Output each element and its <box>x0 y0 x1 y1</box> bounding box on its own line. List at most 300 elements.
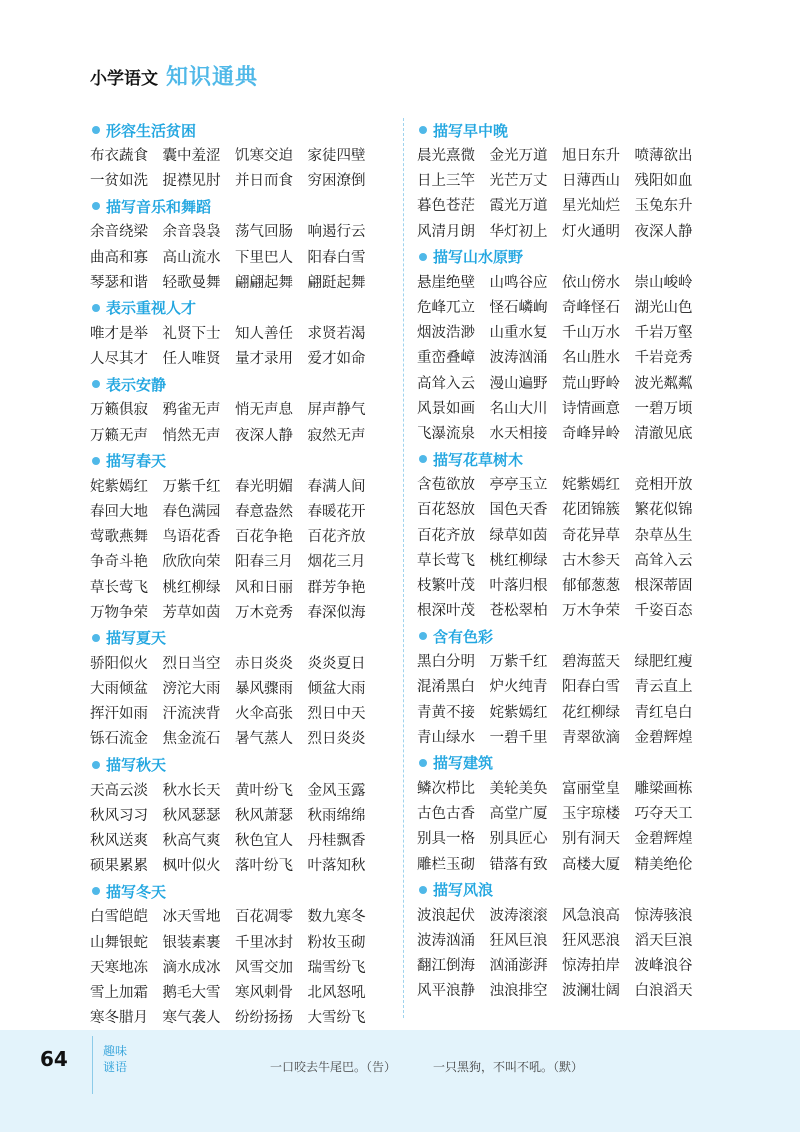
idiom-row <box>90 777 390 802</box>
idiom-row <box>417 420 717 445</box>
idiom-row <box>417 977 717 1002</box>
idiom: 春色满园 <box>162 503 221 520</box>
section-title: 含有色彩 <box>433 627 494 646</box>
idiom: 秋风习习 <box>90 807 148 824</box>
idiom: 汹涌澎湃 <box>489 958 548 975</box>
idiom: 百花齐放 <box>307 529 366 546</box>
idiom-row <box>417 496 717 521</box>
idiom: 秋风送爽 <box>90 833 148 850</box>
idiom: 天寒地冻 <box>90 959 148 976</box>
idiom: 波涛汹涌 <box>417 932 475 949</box>
idiom: 纷纷扬扬 <box>235 1010 293 1027</box>
idiom-row <box>90 345 390 370</box>
idiom: 阳春三月 <box>235 554 293 571</box>
riddle-tag-line1: 趣味 <box>103 1044 128 1058</box>
idiom: 根深叶茂 <box>417 603 475 620</box>
idiom: 别具一格 <box>417 831 475 848</box>
idiom: 阳春白雪 <box>307 249 366 266</box>
idiom: 华灯初上 <box>489 223 548 240</box>
idiom-row <box>90 700 390 725</box>
idiom: 欣欣向荣 <box>162 554 221 571</box>
idiom: 青翠欲滴 <box>562 729 620 746</box>
idiom-row <box>90 396 390 421</box>
idiom: 古色古香 <box>417 806 475 823</box>
idiom: 焦金流石 <box>162 731 221 748</box>
idiom: 响遏行云 <box>307 224 366 241</box>
idiom: 秋风萧瑟 <box>235 807 293 824</box>
idiom: 山重水复 <box>489 325 548 342</box>
idiom: 滴水成冰 <box>162 959 221 976</box>
idiom: 飞瀑流泉 <box>417 425 475 442</box>
idiom: 波浪起伏 <box>417 907 475 924</box>
idiom-row <box>417 775 717 800</box>
bullet-dot-icon <box>419 759 427 767</box>
idiom: 波澜壮阔 <box>562 983 620 1000</box>
idiom: 数九寒冬 <box>307 909 366 926</box>
bullet-dot-icon <box>92 380 100 388</box>
idiom: 烈日炎炎 <box>307 731 366 748</box>
idiom: 精美绝伦 <box>634 856 693 873</box>
idiom: 荡气回肠 <box>235 224 293 241</box>
idiom: 银装素裹 <box>162 934 221 951</box>
idiom: 寂然无声 <box>307 427 366 444</box>
idiom: 人尽其才 <box>90 351 148 368</box>
idiom: 青云直上 <box>634 679 693 696</box>
idiom-row <box>417 952 717 977</box>
bullet-dot-icon <box>92 761 100 769</box>
subject-label: 小学语文 <box>90 69 158 89</box>
idiom: 奇峰怪石 <box>562 300 620 317</box>
idiom-row <box>417 370 717 395</box>
idiom: 春意盎然 <box>235 503 293 520</box>
idiom: 星光灿烂 <box>562 198 620 215</box>
section-title: 表示重视人才 <box>106 299 197 318</box>
idiom: 千山万水 <box>562 325 620 342</box>
idiom: 叶落归根 <box>489 577 548 594</box>
idiom: 高山流水 <box>162 249 221 266</box>
idiom: 寒风刺骨 <box>235 984 293 1001</box>
idiom-row <box>417 269 717 294</box>
idiom: 余音绕梁 <box>90 224 148 241</box>
idiom: 一碧万顷 <box>634 400 693 417</box>
idiom: 灯火通明 <box>562 223 620 240</box>
idiom: 炎炎夏日 <box>307 655 366 672</box>
idiom: 根深蒂固 <box>634 577 693 594</box>
idiom: 春深似海 <box>307 604 366 621</box>
idiom: 穷困潦倒 <box>307 173 366 190</box>
idiom: 夜深人静 <box>235 427 293 444</box>
idiom-row <box>90 979 390 1004</box>
idiom: 倾盆大雨 <box>307 681 366 698</box>
idiom: 别具匠心 <box>489 831 548 848</box>
idiom: 湖光山色 <box>634 300 693 317</box>
idiom: 绿肥红瘦 <box>634 654 693 671</box>
idiom-row <box>417 825 717 850</box>
book-title: 知识通典 <box>166 65 259 90</box>
idiom: 绿草如茵 <box>489 527 548 544</box>
idiom: 轻歌曼舞 <box>162 274 221 291</box>
idiom: 雕栏玉砌 <box>417 856 475 873</box>
idiom-row <box>90 954 390 979</box>
section-title: 描写风浪 <box>433 881 494 900</box>
idiom: 争奇斗艳 <box>90 554 148 571</box>
idiom: 爱才如命 <box>307 351 366 368</box>
idiom: 百花怒放 <box>417 502 475 519</box>
idiom: 烟波浩渺 <box>417 325 475 342</box>
idiom: 玉兔东升 <box>634 198 693 215</box>
section-heading <box>417 447 717 471</box>
idiom: 百花齐放 <box>417 527 475 544</box>
idiom-row <box>417 294 717 319</box>
idiom: 北风怒吼 <box>307 984 366 1001</box>
idiom: 雪上加霜 <box>90 984 148 1001</box>
idiom: 烟花三月 <box>307 554 366 571</box>
idiom: 高耸入云 <box>417 375 475 392</box>
idiom: 花团锦簇 <box>562 502 620 519</box>
idiom: 寒冬腊月 <box>90 1010 148 1027</box>
idiom-section <box>90 449 390 624</box>
section-title: 描写早中晚 <box>433 121 509 140</box>
idiom: 清澈见底 <box>634 425 693 442</box>
idiom: 巧夺天工 <box>634 806 693 823</box>
idiom: 名山大川 <box>489 400 548 417</box>
bullet-dot-icon <box>92 887 100 895</box>
idiom: 千岩万壑 <box>634 325 693 342</box>
idiom: 霞光万道 <box>489 198 548 215</box>
idiom: 雕梁画栋 <box>634 781 693 798</box>
idiom: 千岩竞秀 <box>634 350 693 367</box>
idiom: 千姿百态 <box>634 603 693 620</box>
idiom: 晨光熹微 <box>417 148 475 165</box>
section-heading <box>417 751 717 775</box>
idiom: 阳春白雪 <box>562 679 620 696</box>
idiom-row <box>417 395 717 420</box>
idiom: 漫山遍野 <box>489 375 548 392</box>
idiom: 金光万道 <box>489 148 548 165</box>
section-heading <box>90 296 390 320</box>
idiom: 汗流浃背 <box>162 706 221 723</box>
idiom: 金风玉露 <box>307 782 366 799</box>
idiom: 并日而食 <box>235 173 293 190</box>
idiom: 万物争荣 <box>90 604 148 621</box>
idiom: 杂草丛生 <box>634 527 693 544</box>
idiom: 山鸣谷应 <box>489 274 548 291</box>
idiom: 奇花异草 <box>562 527 620 544</box>
idiom-row <box>417 142 717 167</box>
idiom: 桃红柳绿 <box>162 579 221 596</box>
idiom-row <box>90 1004 390 1029</box>
idiom: 惊涛骇浪 <box>634 907 693 924</box>
idiom: 万木争荣 <box>562 603 620 620</box>
idiom: 金碧辉煌 <box>634 831 693 848</box>
idiom: 春暖花开 <box>307 503 366 520</box>
idiom: 万木竞秀 <box>235 604 293 621</box>
idiom: 悬崖绝壁 <box>417 274 475 291</box>
idiom-row <box>90 244 390 269</box>
idiom: 炉火纯青 <box>489 679 548 696</box>
idiom: 郁郁葱葱 <box>562 577 620 594</box>
idiom: 残阳如血 <box>634 173 693 190</box>
bullet-dot-icon <box>419 886 427 894</box>
idiom: 花红柳绿 <box>562 704 620 721</box>
idiom: 烈日当空 <box>162 655 221 672</box>
idiom: 余音袅袅 <box>162 224 221 241</box>
idiom-row <box>90 573 390 598</box>
idiom-row <box>90 523 390 548</box>
idiom: 群芳争艳 <box>307 579 366 596</box>
section-heading <box>417 624 717 648</box>
idiom-row <box>417 547 717 572</box>
idiom: 万紫千红 <box>489 654 548 671</box>
idiom-row <box>417 724 717 749</box>
idiom: 万籁无声 <box>90 427 148 444</box>
idiom: 悄无声息 <box>235 402 293 419</box>
idiom-row <box>90 903 390 928</box>
section-heading <box>417 118 717 142</box>
idiom-row <box>90 725 390 750</box>
idiom: 白雪皑皑 <box>90 909 148 926</box>
idiom-row <box>90 167 390 192</box>
idiom: 黑白分明 <box>417 654 475 671</box>
idiom: 日薄西山 <box>562 173 620 190</box>
idiom: 落叶纷飞 <box>235 858 293 875</box>
idiom: 一贫如洗 <box>90 173 148 190</box>
idiom-row <box>90 650 390 675</box>
riddle-1: 一口咬去牛尾巴。（告） <box>270 1060 397 1074</box>
idiom-section <box>417 118 717 243</box>
idiom: 碧海蓝天 <box>562 654 620 671</box>
riddle-tag-line2: 谜语 <box>103 1060 128 1074</box>
idiom: 叶落知秋 <box>307 858 366 875</box>
bullet-dot-icon <box>92 126 100 134</box>
idiom: 一碧千里 <box>489 729 548 746</box>
idiom: 波光粼粼 <box>634 375 693 392</box>
idiom: 崇山峻岭 <box>634 274 693 291</box>
idiom: 混淆黑白 <box>417 679 475 696</box>
idiom: 枝繁叶茂 <box>417 577 475 594</box>
idiom: 家徒四壁 <box>307 148 366 165</box>
idiom: 大雪纷飞 <box>307 1010 366 1027</box>
idiom-row <box>90 498 390 523</box>
idiom-section <box>90 372 390 446</box>
bullet-dot-icon <box>419 253 427 261</box>
idiom: 鸟语花香 <box>162 529 221 546</box>
idiom-row <box>417 927 717 952</box>
idiom: 桃红柳绿 <box>489 552 548 569</box>
idiom: 狂风巨浪 <box>489 932 548 949</box>
idiom: 姹紫嫣红 <box>90 478 148 495</box>
idiom-section <box>90 118 390 192</box>
idiom: 暴风骤雨 <box>235 681 293 698</box>
idiom: 光芒万丈 <box>489 173 548 190</box>
idiom: 日上三竿 <box>417 173 475 190</box>
idiom: 挥汗如雨 <box>90 706 148 723</box>
idiom-section <box>417 751 717 876</box>
idiom-row <box>417 471 717 496</box>
idiom-row <box>417 192 717 217</box>
idiom: 繁花似锦 <box>634 502 693 519</box>
idiom: 烈日中天 <box>307 706 366 723</box>
idiom: 囊中羞涩 <box>162 148 221 165</box>
idiom: 千里冰封 <box>235 934 293 951</box>
idiom-row <box>417 597 717 622</box>
section-title: 描写山水原野 <box>433 248 524 267</box>
idiom: 古木参天 <box>562 552 620 569</box>
idiom-section <box>90 879 390 1029</box>
idiom: 春光明媚 <box>235 478 293 495</box>
footer-divider <box>92 1036 93 1094</box>
idiom: 求贤若渴 <box>307 326 366 343</box>
idiom: 波涛汹涌 <box>489 350 548 367</box>
idiom: 草长莺飞 <box>90 579 148 596</box>
idiom: 秋水长天 <box>162 782 221 799</box>
idiom: 粉妆玉砌 <box>307 934 366 951</box>
idiom: 姹紫嫣红 <box>562 477 620 494</box>
section-title: 描写春天 <box>106 452 167 471</box>
idiom: 山舞银蛇 <box>90 934 148 951</box>
idiom: 高耸入云 <box>634 552 693 569</box>
idiom-row <box>90 675 390 700</box>
idiom: 美轮美奂 <box>489 781 548 798</box>
idiom: 风清月朗 <box>417 223 475 240</box>
section-title: 描写音乐和舞蹈 <box>106 197 212 216</box>
idiom: 高楼大厦 <box>562 856 620 873</box>
idiom: 悄然无声 <box>162 427 221 444</box>
idiom: 依山傍水 <box>562 274 620 291</box>
idiom: 天高云淡 <box>90 782 148 799</box>
idiom: 冰天雪地 <box>162 909 221 926</box>
idiom: 风平浪静 <box>417 983 475 1000</box>
idiom-section <box>90 194 390 294</box>
idiom-row <box>417 167 717 192</box>
idiom: 火伞高张 <box>235 706 293 723</box>
idiom: 骄阳似火 <box>90 655 148 672</box>
idiom: 喷薄欲出 <box>634 148 693 165</box>
idiom-row <box>90 269 390 294</box>
section-title: 表示安静 <box>106 375 167 394</box>
idiom: 草长莺飞 <box>417 552 475 569</box>
idiom-row <box>90 142 390 167</box>
idiom: 唯才是举 <box>90 326 148 343</box>
section-heading <box>90 753 390 777</box>
idiom: 铄石流金 <box>90 731 148 748</box>
riddle-tag <box>103 1043 133 1075</box>
idiom-row <box>417 218 717 243</box>
idiom: 玉宇琼楼 <box>562 806 620 823</box>
idiom: 荒山野岭 <box>562 375 620 392</box>
idiom: 富丽堂皇 <box>562 781 620 798</box>
idiom-row <box>90 852 390 877</box>
idiom-section <box>417 624 717 749</box>
idiom: 寒气袭人 <box>162 1010 221 1027</box>
section-title: 描写夏天 <box>106 629 167 648</box>
bullet-dot-icon <box>419 126 427 134</box>
idiom-row <box>417 800 717 825</box>
bullet-dot-icon <box>92 457 100 465</box>
idiom: 鳞次栉比 <box>417 781 475 798</box>
idiom: 任人唯贤 <box>162 351 221 368</box>
section-title: 描写冬天 <box>106 882 167 901</box>
idiom-section <box>417 878 717 1003</box>
idiom-row <box>417 851 717 876</box>
idiom: 金碧辉煌 <box>634 729 693 746</box>
idiom: 奇峰异岭 <box>562 425 620 442</box>
idiom: 万紫千红 <box>162 478 221 495</box>
idiom: 滂沱大雨 <box>162 681 221 698</box>
idiom-section <box>417 447 717 622</box>
idiom: 波涛滚滚 <box>489 907 548 924</box>
idiom: 枫叶似火 <box>162 858 221 875</box>
section-heading <box>90 449 390 473</box>
idiom: 春满人间 <box>307 478 366 495</box>
idiom-row <box>90 827 390 852</box>
idiom: 白浪滔天 <box>634 983 693 1000</box>
idiom: 风雪交加 <box>235 959 293 976</box>
section-heading <box>417 245 717 269</box>
idiom: 水天相接 <box>489 425 548 442</box>
bullet-dot-icon <box>419 632 427 640</box>
riddle-2: 一只黑狗，不叫不吼。（默） <box>433 1060 584 1074</box>
idiom-section <box>90 753 390 878</box>
page-number: 64 <box>40 1047 68 1071</box>
idiom: 翩跹起舞 <box>307 274 366 291</box>
idiom: 芳草如茵 <box>162 604 221 621</box>
idiom: 百花凋零 <box>235 909 293 926</box>
section-title: 描写秋天 <box>106 756 167 775</box>
idiom: 名山胜水 <box>562 350 620 367</box>
idiom: 危峰兀立 <box>417 300 475 317</box>
idiom: 鸦雀无声 <box>162 402 221 419</box>
idiom: 捉襟见肘 <box>162 173 221 190</box>
idiom: 曲高和寡 <box>90 249 148 266</box>
idiom: 硕果累累 <box>90 858 148 875</box>
right-column <box>417 116 717 1002</box>
idiom: 青黄不接 <box>417 704 475 721</box>
section-heading <box>90 118 390 142</box>
idiom: 旭日东升 <box>562 148 620 165</box>
idiom: 秋色宜人 <box>235 833 293 850</box>
idiom: 屏声静气 <box>307 402 366 419</box>
idiom-row <box>90 599 390 624</box>
section-title: 形容生活贫困 <box>106 121 197 140</box>
idiom: 布衣蔬食 <box>90 148 148 165</box>
idiom-row <box>417 344 717 369</box>
idiom: 丹桂飘香 <box>307 833 366 850</box>
idiom-section <box>90 296 390 370</box>
idiom-row <box>417 572 717 597</box>
bullet-dot-icon <box>92 304 100 312</box>
idiom-row <box>90 218 390 243</box>
idiom: 惊涛拍岸 <box>562 958 620 975</box>
idiom: 青山绿水 <box>417 729 475 746</box>
idiom: 万籁俱寂 <box>90 402 148 419</box>
idiom: 下里巴人 <box>235 249 293 266</box>
section-heading <box>90 879 390 903</box>
idiom: 琴瑟和谐 <box>90 274 148 291</box>
idiom-row <box>90 422 390 447</box>
idiom: 重峦叠嶂 <box>417 350 475 367</box>
idiom: 高堂广厦 <box>489 806 548 823</box>
idiom: 错落有致 <box>489 856 548 873</box>
idiom: 量才录用 <box>235 351 293 368</box>
idiom-row <box>417 521 717 546</box>
bullet-dot-icon <box>419 455 427 463</box>
section-heading <box>90 626 390 650</box>
idiom: 饥寒交迫 <box>235 148 293 165</box>
section-heading <box>417 878 717 902</box>
idiom: 黄叶纷飞 <box>235 782 293 799</box>
idiom: 礼贤下士 <box>162 326 221 343</box>
